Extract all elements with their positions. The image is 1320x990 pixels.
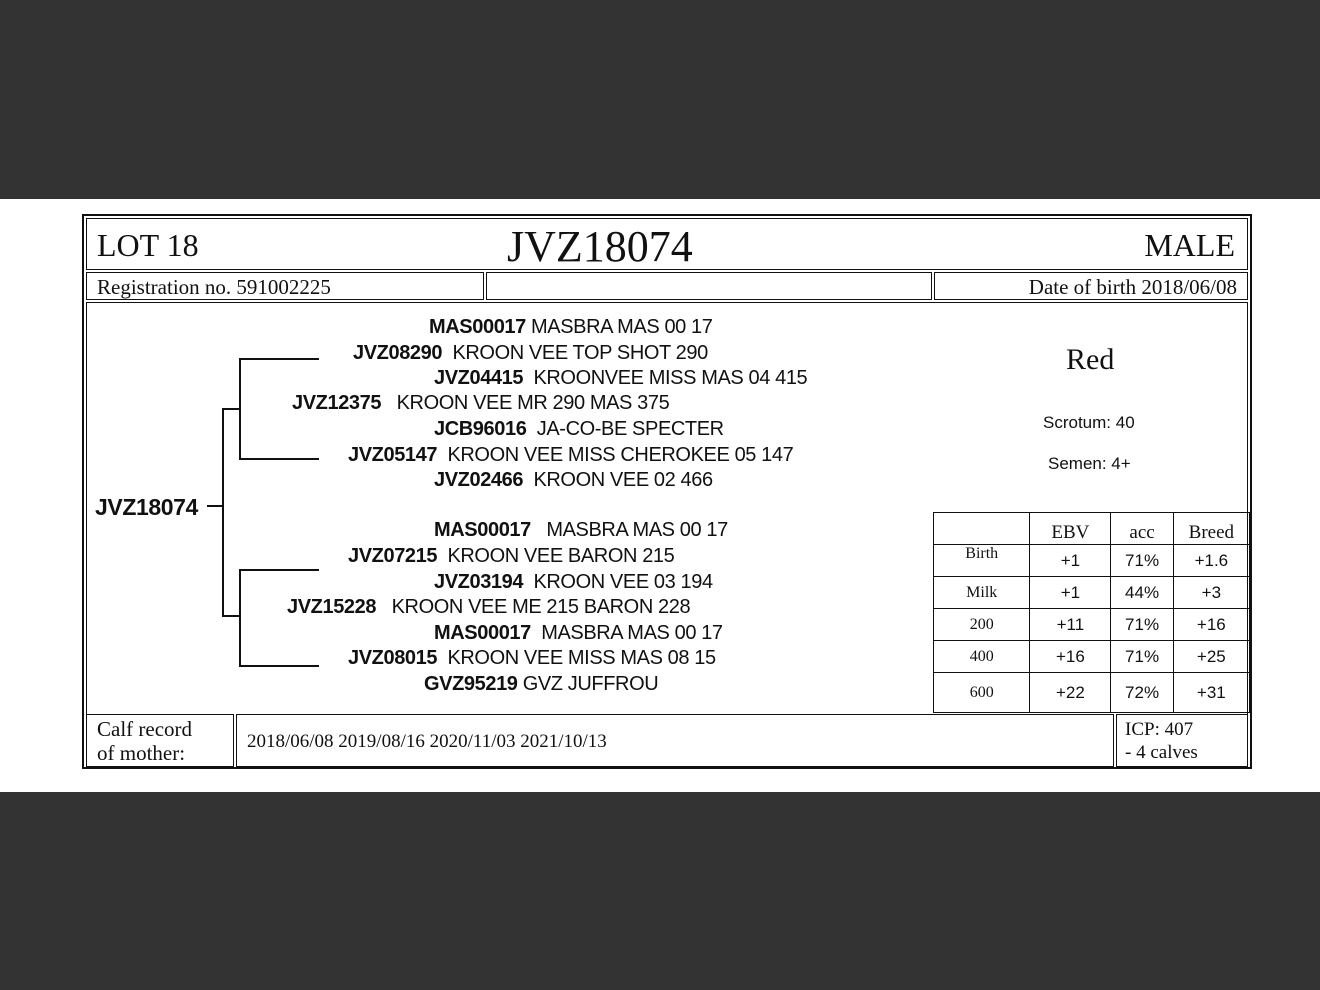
calf-record-label-line2: of mother: [97,741,186,765]
pedigree-line [239,358,241,458]
pedigree-line [239,665,319,667]
ebv-row-label: 400 [934,641,1030,673]
icp-cell [1116,714,1248,767]
calf-record-label-cell [86,714,234,767]
dob-cell [934,272,1248,300]
pedigree-line [239,358,319,360]
ebv-breed-average: +31 [1173,673,1249,713]
icp-value: ICP: 407 [1125,719,1194,740]
info-middle-cell [486,272,932,300]
lot-number: LOT 18 [97,227,199,263]
ebv-accuracy: 71% [1111,641,1173,673]
pedigree-entry: JVZ04415 KROONVEE MISS MAS 04 415 [434,367,808,389]
date-of-birth: Date of birth 2018/06/08 [1028,275,1237,299]
registration-number: Registration no. 591002225 [97,275,331,299]
ebv-header-acc: acc [1111,513,1173,545]
ebv-value: +22 [1030,673,1111,713]
pedigree-entry: JVZ08290 KROON VEE TOP SHOT 290 [353,342,708,364]
ebv-header-breed: Breed [1173,513,1249,545]
sex-label: MALE [1144,227,1235,263]
subject-id: JVZ18074 [95,494,198,520]
certificate-sheet [0,199,1320,792]
ebv-row [934,577,1250,609]
ebv-row-label: 600 [934,673,1030,713]
ebv-breed-average: +16 [1173,609,1249,641]
pedigree-entry: MAS00017 MASBRA MAS 00 17 [434,519,728,541]
ebv-row [934,609,1250,641]
ebv-header-blank [934,513,1030,545]
ebv-row-label: 200 [934,609,1030,641]
pedigree-line [222,408,224,615]
ebv-row [934,673,1250,713]
ebv-accuracy: 72% [1111,673,1173,713]
pedigree-entry: JVZ05147 KROON VEE MISS CHEROKEE 05 147 [348,444,794,466]
pedigree-entry: JVZ15228 KROON VEE ME 215 BARON 228 [287,596,691,618]
icp-calves: - 4 calves [1125,742,1198,763]
ebv-accuracy: 71% [1111,545,1173,577]
ebv-table [933,512,1250,713]
pedigree-entry: JVZ02466 KROON VEE 02 466 [434,469,713,491]
ebv-accuracy: 44% [1111,577,1173,609]
ebv-breed-average: +1.6 [1173,545,1249,577]
pedigree-line [239,569,241,665]
calf-record-label [97,717,192,765]
pedigree-entry: JVZ12375 KROON VEE MR 290 MAS 375 [292,392,670,414]
pedigree-entry: MAS00017 MASBRA MAS 00 17 [429,316,713,338]
ebv-header-ebv: EBV [1030,513,1111,545]
ebv-accuracy: 71% [1111,609,1173,641]
pedigree-entry: JCB96016 JA-CO-BE SPECTER [434,418,724,440]
pedigree-line [239,569,319,571]
calf-record-dates: 2018/06/08 2019/08/16 2020/11/03 2021/10/13 [247,731,607,752]
pedigree-line [207,505,222,507]
ebv-breed-average: +3 [1173,577,1249,609]
scrotum-measure: Scrotum: 40 [1043,413,1135,432]
ebv-breed-average: +25 [1173,641,1249,673]
ebv-value: +11 [1030,609,1111,641]
registration-cell [86,272,484,300]
pedigree-entry: MAS00017 MASBRA MAS 00 17 [434,622,723,644]
colour-label: Red [1066,343,1115,376]
pedigree-line [222,408,239,410]
pedigree-entry: JVZ07215 KROON VEE BARON 215 [348,545,675,567]
header-row [86,218,1248,270]
calf-record-dates-cell [236,714,1114,767]
ebv-value: +1 [1030,577,1111,609]
pedigree-line [239,458,319,460]
ebv-row [934,641,1250,673]
animal-id-title: JVZ18074 [507,222,693,271]
semen-grade: Semen: 4+ [1048,454,1131,473]
pedigree-entry: JVZ08015 KROON VEE MISS MAS 08 15 [348,647,716,669]
icp-info [1125,718,1198,764]
ebv-value: +16 [1030,641,1111,673]
pedigree-line [222,615,239,617]
calf-record-label-line1: Calf record [97,717,193,741]
certificate-frame [82,214,1252,769]
ebv-row-label: Milk [934,577,1030,609]
pedigree-entry: JVZ03194 KROON VEE 03 194 [434,571,713,593]
pedigree-entry: GVZ95219 GVZ JUFFROU [424,673,659,695]
ebv-row [934,545,1250,577]
ebv-header-row [934,513,1250,545]
ebv-row-label: Birth [934,545,1030,577]
ebv-value: +1 [1030,545,1111,577]
